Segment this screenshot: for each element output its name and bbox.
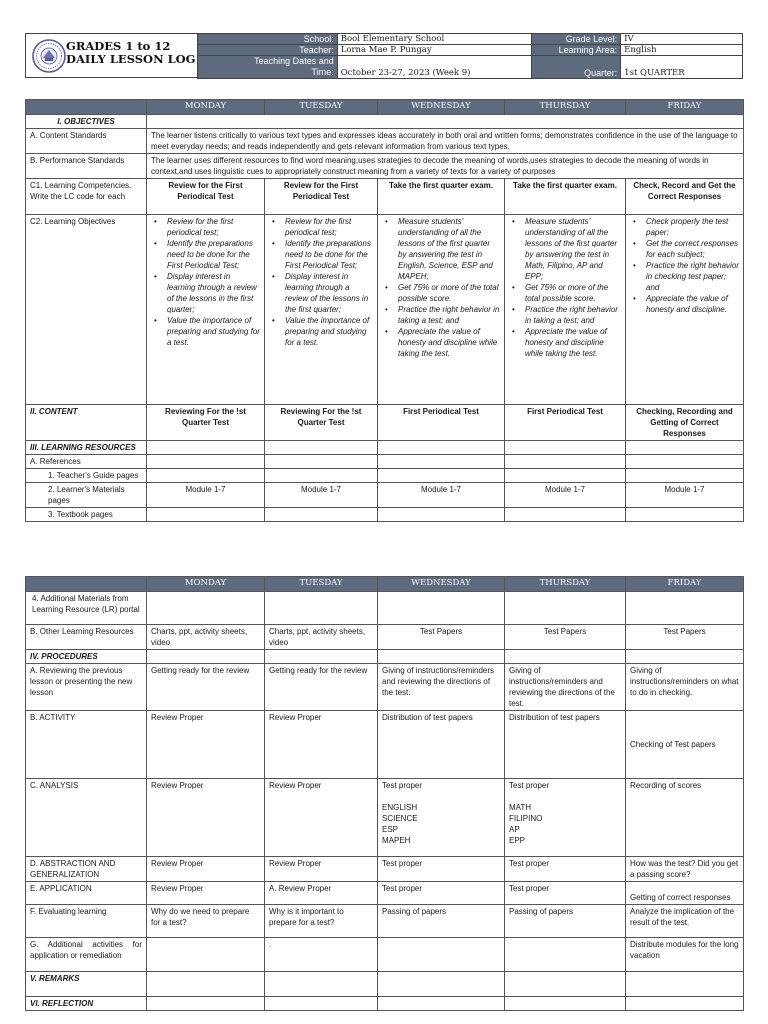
teacher-label: Teacher: [198, 45, 338, 56]
content-tuesday: Reviewing For the !st Quarter Test [265, 405, 378, 441]
day-header-friday: FRIDAY [626, 100, 744, 115]
additional-activities-label: G. Additional activities for application or remediation [26, 938, 147, 972]
teaching-dates-value: October 23-27, 2023 (Week 9) [337, 56, 532, 79]
school-label: School: [198, 34, 338, 45]
objectives-tuesday [265, 215, 378, 405]
day-header-wednesday: WEDNESDAY [378, 100, 505, 115]
subject-item: SCIENCE [382, 814, 418, 823]
additional-materials-label: 4. Additional Materials from Learning Resource (LR) portal [26, 592, 147, 625]
logo-line-2: DAILY LESSON LOG [66, 52, 196, 66]
activity-wednesday: Distribution of test papers [378, 711, 505, 779]
objective-item: • Practice the right behavior in checking test paper; and [630, 260, 739, 293]
lesson-table-2 [25, 576, 744, 1011]
abstraction-label: D. ABSTRACTION AND GENERALIZATION [26, 857, 147, 882]
objective-item: • Review for the first periodical test; [151, 216, 260, 238]
additional-thursday [505, 938, 626, 972]
day-header-monday: MONDAY [147, 100, 265, 115]
subject-item: MAPEH [382, 836, 411, 845]
activity-tuesday: Review Proper [265, 711, 378, 779]
lm-friday: Module 1-7 [626, 483, 744, 508]
subject-item: AP [509, 825, 520, 834]
header-info-table [197, 33, 743, 79]
review-monday: Getting ready for the review [147, 664, 265, 711]
teacher-value: Lorna Mae P. Pungay [337, 45, 532, 56]
learners-materials-label: 2. Learner's Materials pages [26, 483, 147, 508]
day-header-blank [26, 100, 147, 115]
content-thursday: First Periodical Test [505, 405, 626, 441]
abstraction-thursday: Test proper [505, 857, 626, 882]
objectives-wednesday [378, 215, 505, 405]
quarter-value: 1st QUARTER [621, 56, 743, 79]
analysis-wednesday-text: Test proper [382, 781, 423, 790]
additional-wednesday [378, 938, 505, 972]
review-tuesday: Getting ready for the review [265, 664, 378, 711]
review-wednesday: Giving of instructions/reminders and reviewing the directions of the test. [378, 664, 505, 711]
reviewing-label: A. Reviewing the previous lesson or presenting the new lesson [26, 664, 147, 711]
analysis-wednesday [378, 779, 505, 857]
other-friday: Test Papers [626, 625, 744, 650]
day-header-wednesday-2: WEDNESDAY [378, 577, 505, 592]
review-thursday: Giving of instructions/reminders and reviewing the directions of the test. [505, 664, 626, 711]
procedures-label: IV. PROCEDURES [26, 650, 147, 664]
performance-standards-label: B. Performance Standards [26, 154, 147, 179]
reflection-label: VI. REFLECTION [26, 997, 147, 1011]
logo-title [66, 40, 196, 66]
objectives-friday [626, 215, 744, 405]
learning-objectives-label: C2. Learning Objectives [26, 215, 147, 405]
application-label: E. APPLICATION [26, 882, 147, 905]
lesson-log-header [25, 33, 743, 78]
analysis-friday: Recording of scores [626, 779, 744, 857]
other-wednesday: Test Papers [378, 625, 505, 650]
lm-tuesday: Module 1-7 [265, 483, 378, 508]
objective-item: • Appreciate the value of honesty and discipline. [630, 293, 739, 315]
remarks-label: V. REMARKS [26, 972, 147, 997]
logo-box [25, 33, 197, 78]
abstraction-wednesday: Test proper [378, 857, 505, 882]
activity-friday: Checking of Test papers [626, 711, 744, 779]
references-label: A. References [26, 455, 147, 469]
objective-item: • Value the importance of preparing and studying for a test. [269, 315, 373, 348]
competency-friday: Check, Record and Get the Correct Responses [626, 179, 744, 215]
evaluating-monday: Why do we need to prepare for a test? [147, 905, 265, 938]
content-label: II. CONTENT [26, 405, 147, 441]
teaching-dates-label-1: Teaching Dates and [254, 56, 334, 66]
competencies-label: C1. Learning Competencies. Write the LC code for each [26, 179, 147, 215]
learning-resources-label: III. LEARNING RESOURCES [26, 441, 147, 455]
day-header-tuesday-2: TUESDAY [265, 577, 378, 592]
objective-item: • Practice the right behavior in taking a test; and [509, 304, 621, 326]
day-header-blank-2 [26, 577, 147, 592]
content-friday: Checking, Recording and Getting of Correct Responses [626, 405, 744, 441]
textbook-label: 3. Textbook pages [26, 508, 147, 522]
subject-item: FILIPINO [509, 814, 543, 823]
analysis-monday: Review Proper [147, 779, 265, 857]
objective-item: • Value the importance of preparing and studying for a test. [151, 315, 260, 348]
day-header-monday-2: MONDAY [147, 577, 265, 592]
objective-item: • Get the correct responses for each subject; [630, 238, 739, 260]
day-header-row [26, 100, 744, 115]
lm-monday: Module 1-7 [147, 483, 265, 508]
other-monday: Charts, ppt, activity sheets, video [147, 625, 265, 650]
objective-item: • Appreciate the value of honesty and discipline while taking the test. [509, 326, 621, 359]
objectives-blank [147, 115, 744, 129]
objective-item: • Practice the right behavior in taking a test; and [382, 304, 500, 326]
activity-thursday: Distribution of test papers [505, 711, 626, 779]
objective-item: • Get 75% or more of the total possible score. [382, 282, 500, 304]
teaching-dates-label [198, 56, 338, 79]
evaluating-thursday: Passing of papers [505, 905, 626, 938]
other-resources-label: B. Other Learning Resources [26, 625, 147, 650]
subject-item: EPP [509, 836, 526, 845]
subject-item: MATH [509, 803, 532, 812]
application-wednesday: Test proper [378, 882, 505, 905]
activity-monday: Review Proper [147, 711, 265, 779]
other-thursday: Test Papers [505, 625, 626, 650]
objective-item: • Display interest in learning through a review of the lessons in the first quarter; [269, 271, 373, 315]
day-header-tuesday: TUESDAY [265, 100, 378, 115]
analysis-tuesday: Review Proper [265, 779, 378, 857]
objectives-thursday [505, 215, 626, 405]
spacer [509, 791, 621, 802]
abstraction-tuesday: Review Proper [265, 857, 378, 882]
objective-item: • Measure students’ understanding of all the lessons of the first quarter by answering the test in Math, Filipino, AP and EPP; [509, 216, 621, 282]
additional-tuesday: . [265, 938, 378, 972]
review-friday: Giving of instructions/reminders on what to do in checking. [626, 664, 744, 711]
competency-tuesday: Review for the First Periodical Test [265, 179, 378, 215]
deped-seal-icon [32, 38, 66, 74]
subject-item: ESP [382, 825, 399, 834]
objective-item: • Check properly the test paper; [630, 216, 739, 238]
objective-item: • Identify the preparations need to be done for the First Periodical Test; [151, 238, 260, 271]
day-header-friday-2: FRIDAY [626, 577, 744, 592]
lm-wednesday: Module 1-7 [378, 483, 505, 508]
evaluating-label: F. Evaluating learning [26, 905, 147, 938]
additional-monday [147, 938, 265, 972]
objectives-monday [147, 215, 265, 405]
content-wednesday: First Periodical Test [378, 405, 505, 441]
objective-item: • Appreciate the value of honesty and discipline while taking the test. [382, 326, 500, 359]
grade-level-value: IV [621, 34, 743, 45]
evaluating-friday: Analyze the implication of the result of the test. [626, 905, 744, 938]
lesson-table-1 [25, 99, 744, 522]
day-header-thursday-2: THURSDAY [505, 577, 626, 592]
analysis-thursday-text: Test proper [509, 781, 550, 790]
objective-item: • Review for the first periodical test; [269, 216, 373, 238]
application-thursday: Test proper [505, 882, 626, 905]
evaluating-wednesday: Passing of papers [378, 905, 505, 938]
content-standards-value: The learner listens critically to various text types and expresses ideas accurately in both oral and written forms; demonstrates confidence in the use of the language to meet everyday needs; and reads independently and gets relevant information from various text types. [147, 129, 744, 154]
evaluating-tuesday: Why is it important to prepare for a test? [265, 905, 378, 938]
competency-monday: Review for the First Periodical Test [147, 179, 265, 215]
objectives-label: I. OBJECTIVES [26, 115, 147, 129]
application-monday: Review Proper [147, 882, 265, 905]
learning-area-value: English [621, 45, 743, 56]
other-tuesday: Charts, ppt, activity sheets, video [265, 625, 378, 650]
application-tuesday: A. Review Proper [265, 882, 378, 905]
objective-item: • Display interest in learning through a review of the lessons in the first quarter; [151, 271, 260, 315]
competency-thursday: Take the first quarter exam. [505, 179, 626, 215]
objective-item: • Get 75% or more of the total possible score. [509, 282, 621, 304]
content-monday: Reviewing For the !st Quarter Test [147, 405, 265, 441]
competency-wednesday: Take the first quarter exam. [378, 179, 505, 215]
quarter-label: Quarter: [532, 56, 621, 79]
analysis-thursday [505, 779, 626, 857]
day-header-thursday: THURSDAY [505, 100, 626, 115]
application-friday: Getting of correct responses [626, 882, 744, 905]
analysis-label: C. ANALYSIS [26, 779, 147, 857]
additional-friday: Distribute modules for the long vacation [626, 938, 744, 972]
abstraction-friday: How was the test? Did you get a passing score? [626, 857, 744, 882]
school-value: Bool Elementary School [337, 34, 532, 45]
lm-thursday: Module 1-7 [505, 483, 626, 508]
abstraction-monday: Review Proper [147, 857, 265, 882]
day-header-row-2 [26, 577, 744, 592]
activity-label: B. ACTIVITY [26, 711, 147, 779]
grade-level-label: Grade Level: [532, 34, 621, 45]
learning-area-label: Learning Area: [532, 45, 621, 56]
spacer [382, 791, 500, 802]
objective-item: • Identify the preparations need to be done for the First Periodical Test; [269, 238, 373, 271]
subject-item: ENGLISH [382, 803, 418, 812]
logo-line-1: GRADES 1 to 12 [66, 39, 171, 53]
content-standards-label: A. Content Standards [26, 129, 147, 154]
performance-standards-value: The learner uses different resources to find word meaning,uses strategies to decode the meaning of words,uses strategies to decode the meaning of words in context,and uses linguistic cues to appropriately construct meaning from a variety of texts for a variety of purposes [147, 154, 744, 179]
teachers-guide-label: 1. Teacher's Guide pages [26, 469, 147, 483]
teaching-dates-label-2: Time: [311, 67, 334, 77]
objective-item: • Measure students’ understanding of all the lessons of the first quarter by answering the test in English, Science, ESP and MAPEH; [382, 216, 500, 282]
